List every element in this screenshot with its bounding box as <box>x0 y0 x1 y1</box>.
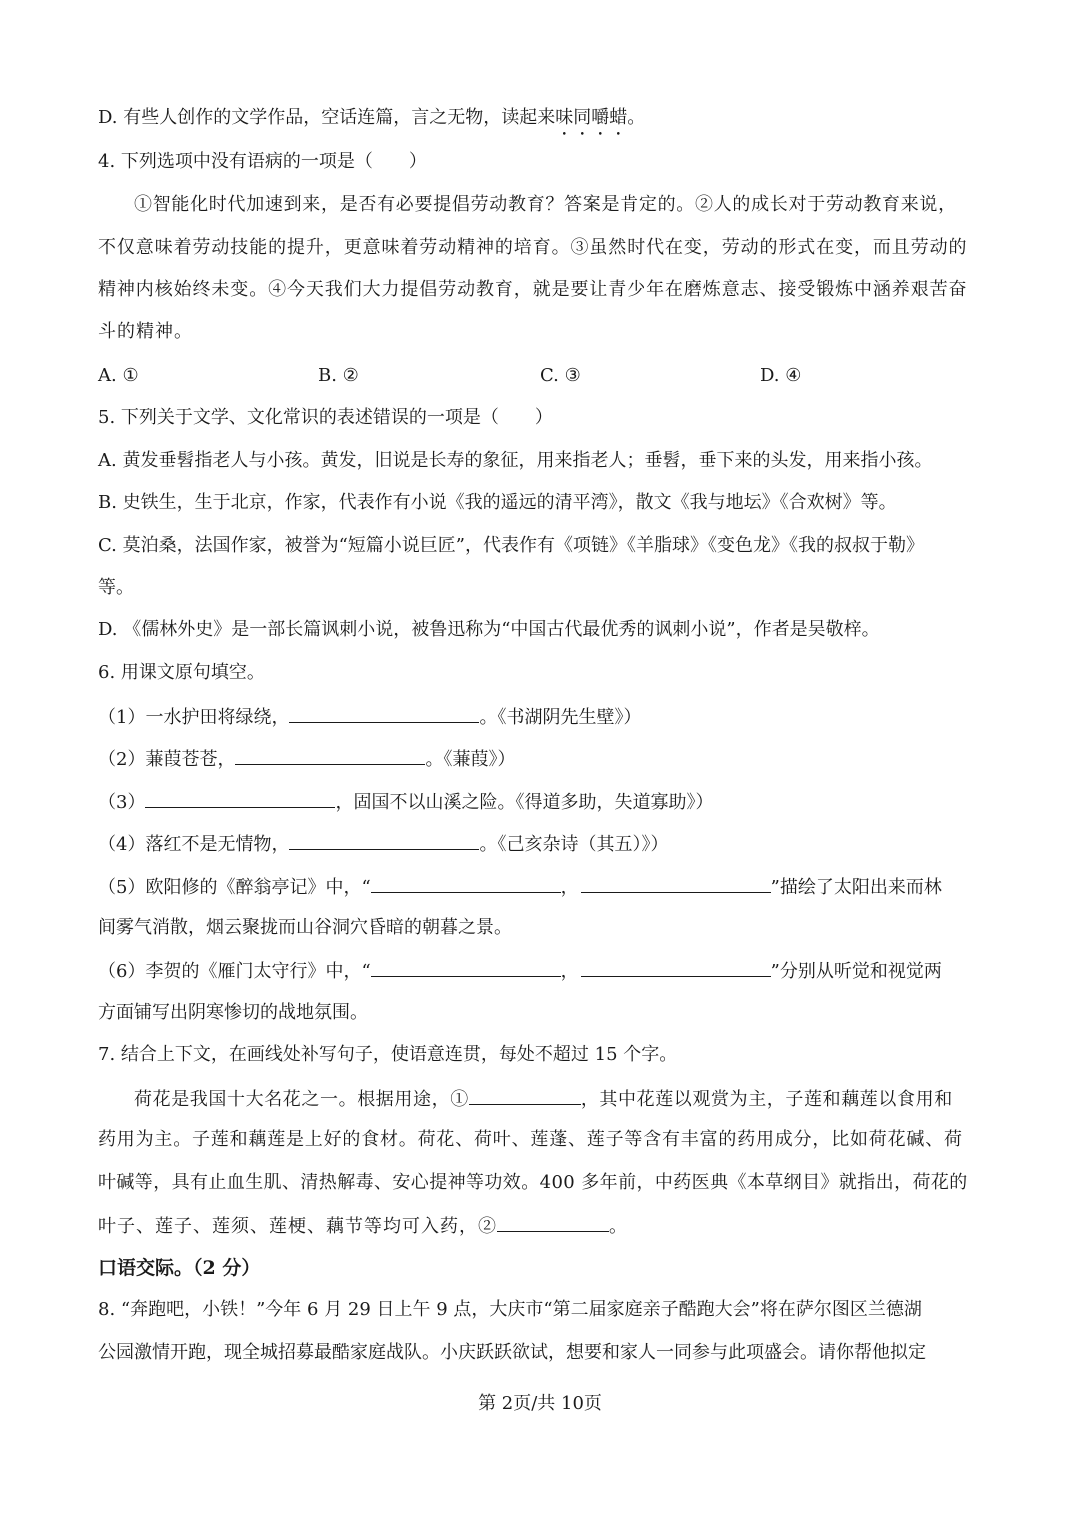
q4-option-c[interactable]: C. ③ <box>540 365 581 386</box>
q4-option-b[interactable]: B. ② <box>318 365 359 386</box>
q7-passage-line-1: 荷花是我国十大名花之一。根据用途，① ，其中花莲以观赏为主，子莲和藕莲以食用和 <box>134 1086 953 1112</box>
q5-option-b[interactable]: B. 史铁生，生于北京，作家，代表作有小说《我的遥远的清平湾》，散文《我与地坛》《合欢树》等。 <box>98 492 897 513</box>
q5-option-d[interactable]: D. 《儒林外史》是一部长篇讽刺小说，被鲁迅称为“中国古代最优秀的讽刺小说”，作者是吴敬梓。 <box>98 619 880 640</box>
q7-stem: 7. 结合上下文，在画线处补写句子，使语意连贯，每处不超过 15 个字。 <box>98 1044 678 1065</box>
q5-option-a[interactable]: A. 黄发垂髫指老人与小孩。黄发，旧说是长寿的象征，用来指老人；垂髫，垂下来的头发，用来指小孩。 <box>98 450 933 471</box>
page-number: 第 2页/共 10页 <box>478 1393 602 1414</box>
fill-blank[interactable] <box>581 958 771 977</box>
q4-stem: 4. 下列选项中没有语病的一项是（ ） <box>98 151 427 172</box>
dotted-char: 蜡 <box>609 107 628 128</box>
q6-item-2: （2）蒹葭苍苍， 。《蒹葭》） <box>98 746 515 772</box>
q6-item-5-cont: 间雾气消散，烟云聚拢而山谷洞穴昏暗的朝暮之景。 <box>98 917 512 938</box>
q6-item-6-cont: 方面铺写出阴寒惨切的战地氛围。 <box>98 1002 368 1023</box>
q6-item-4: （4）落红不是无情物， 。《己亥杂诗（其五）》） <box>98 831 668 857</box>
q8-line-2: 公园激情开跑，现全城招募最酷家庭战队。小庆跃跃欲试，想要和家人一同参与此项盛会。请你帮他拟定 <box>98 1342 926 1363</box>
q4-option-a[interactable]: A. ① <box>98 365 139 386</box>
q4-option-d[interactable]: D. ④ <box>760 365 802 386</box>
q5-stem: 5. 下列关于文学、文化常识的表述错误的一项是（ ） <box>98 407 553 428</box>
dotted-char: 味 <box>555 107 574 128</box>
q7-passage-line-4: 叶子、莲子、莲须、莲梗、藕节等均可入药，② 。 <box>98 1213 628 1239</box>
fill-blank[interactable] <box>371 874 561 893</box>
q8-line-1: 8. “奔跑吧，小铁！”今年 6 月 29 日上午 9 点，大庆市“第二届家庭亲子酷跑大会”将在萨尔图区兰德湖 <box>98 1299 922 1320</box>
q3-option-d <box>98 106 645 130</box>
fill-blank[interactable] <box>469 1086 581 1105</box>
fill-blank[interactable] <box>497 1213 609 1232</box>
q4-passage-line: 精神内核始终未变。④今天我们大力提倡劳动教育，就是要让青少年在磨炼意志、接受锻炼中涵养艰苦奋 <box>98 279 968 300</box>
q6-item-1: （1）一水护田将绿绕， 。《书湖阴先生壁》） <box>98 704 641 730</box>
q4-passage-line: 斗的精神。 <box>98 321 193 342</box>
q4-passage-line: 不仅意味着劳动技能的提升，更意味着劳动精神的培育。③虽然时代在变，劳动的形式在变，而且劳动的 <box>98 237 968 258</box>
dotted-char: 嚼 <box>591 107 610 128</box>
q4-passage-line: ①智能化时代加速到来，是否有必要提倡劳动教育？答案是肯定的。②人的成长对于劳动教育来说， <box>134 194 957 215</box>
q6-item-3: （3） ，固国不以山溪之险。《得道多助，失道寡助》） <box>98 789 713 815</box>
q6-item-6: （6）李贺的《雁门太守行》中，“ ， ”分别从听觉和视觉两 <box>98 958 942 984</box>
fill-blank[interactable] <box>371 958 561 977</box>
dotted-char: 同 <box>573 107 592 128</box>
q7-passage-line-2: 药用为主。子莲和藕莲是上好的食材。荷花、荷叶、莲蓬、莲子等含有丰富的药用成分，比如荷花碱、荷 <box>98 1129 963 1150</box>
fill-blank[interactable] <box>581 874 771 893</box>
q3-option-d-prefix: D. 有些人创作的文学作品，空话连篇，言之无物，读起来 <box>98 107 556 128</box>
section-heading: 口语交际。（2 分） <box>98 1257 261 1279</box>
q7-passage-line-3: 叶碱等，具有止血生肌、清热解毒、安心提神等功效。400 多年前，中药医典《本草纲目》就指出，荷花的 <box>98 1172 968 1193</box>
q5-option-c[interactable]: C. 莫泊桑，法国作家，被誉为“短篇小说巨匠”，代表作有《项链》《羊脂球》《变色龙》《我的叔叔于勒》 <box>98 535 924 556</box>
fill-blank[interactable] <box>145 789 335 808</box>
fill-blank[interactable] <box>289 831 479 850</box>
fill-blank[interactable] <box>235 746 425 765</box>
q6-stem: 6. 用课文原句填空。 <box>98 662 265 683</box>
q3-option-d-suffix: 。 <box>627 107 646 128</box>
q6-item-5: （5）欧阳修的《醉翁亭记》中，“ ， ”描绘了太阳出来而林 <box>98 874 942 900</box>
q5-option-c-cont: 等。 <box>98 577 134 598</box>
fill-blank[interactable] <box>289 704 479 723</box>
